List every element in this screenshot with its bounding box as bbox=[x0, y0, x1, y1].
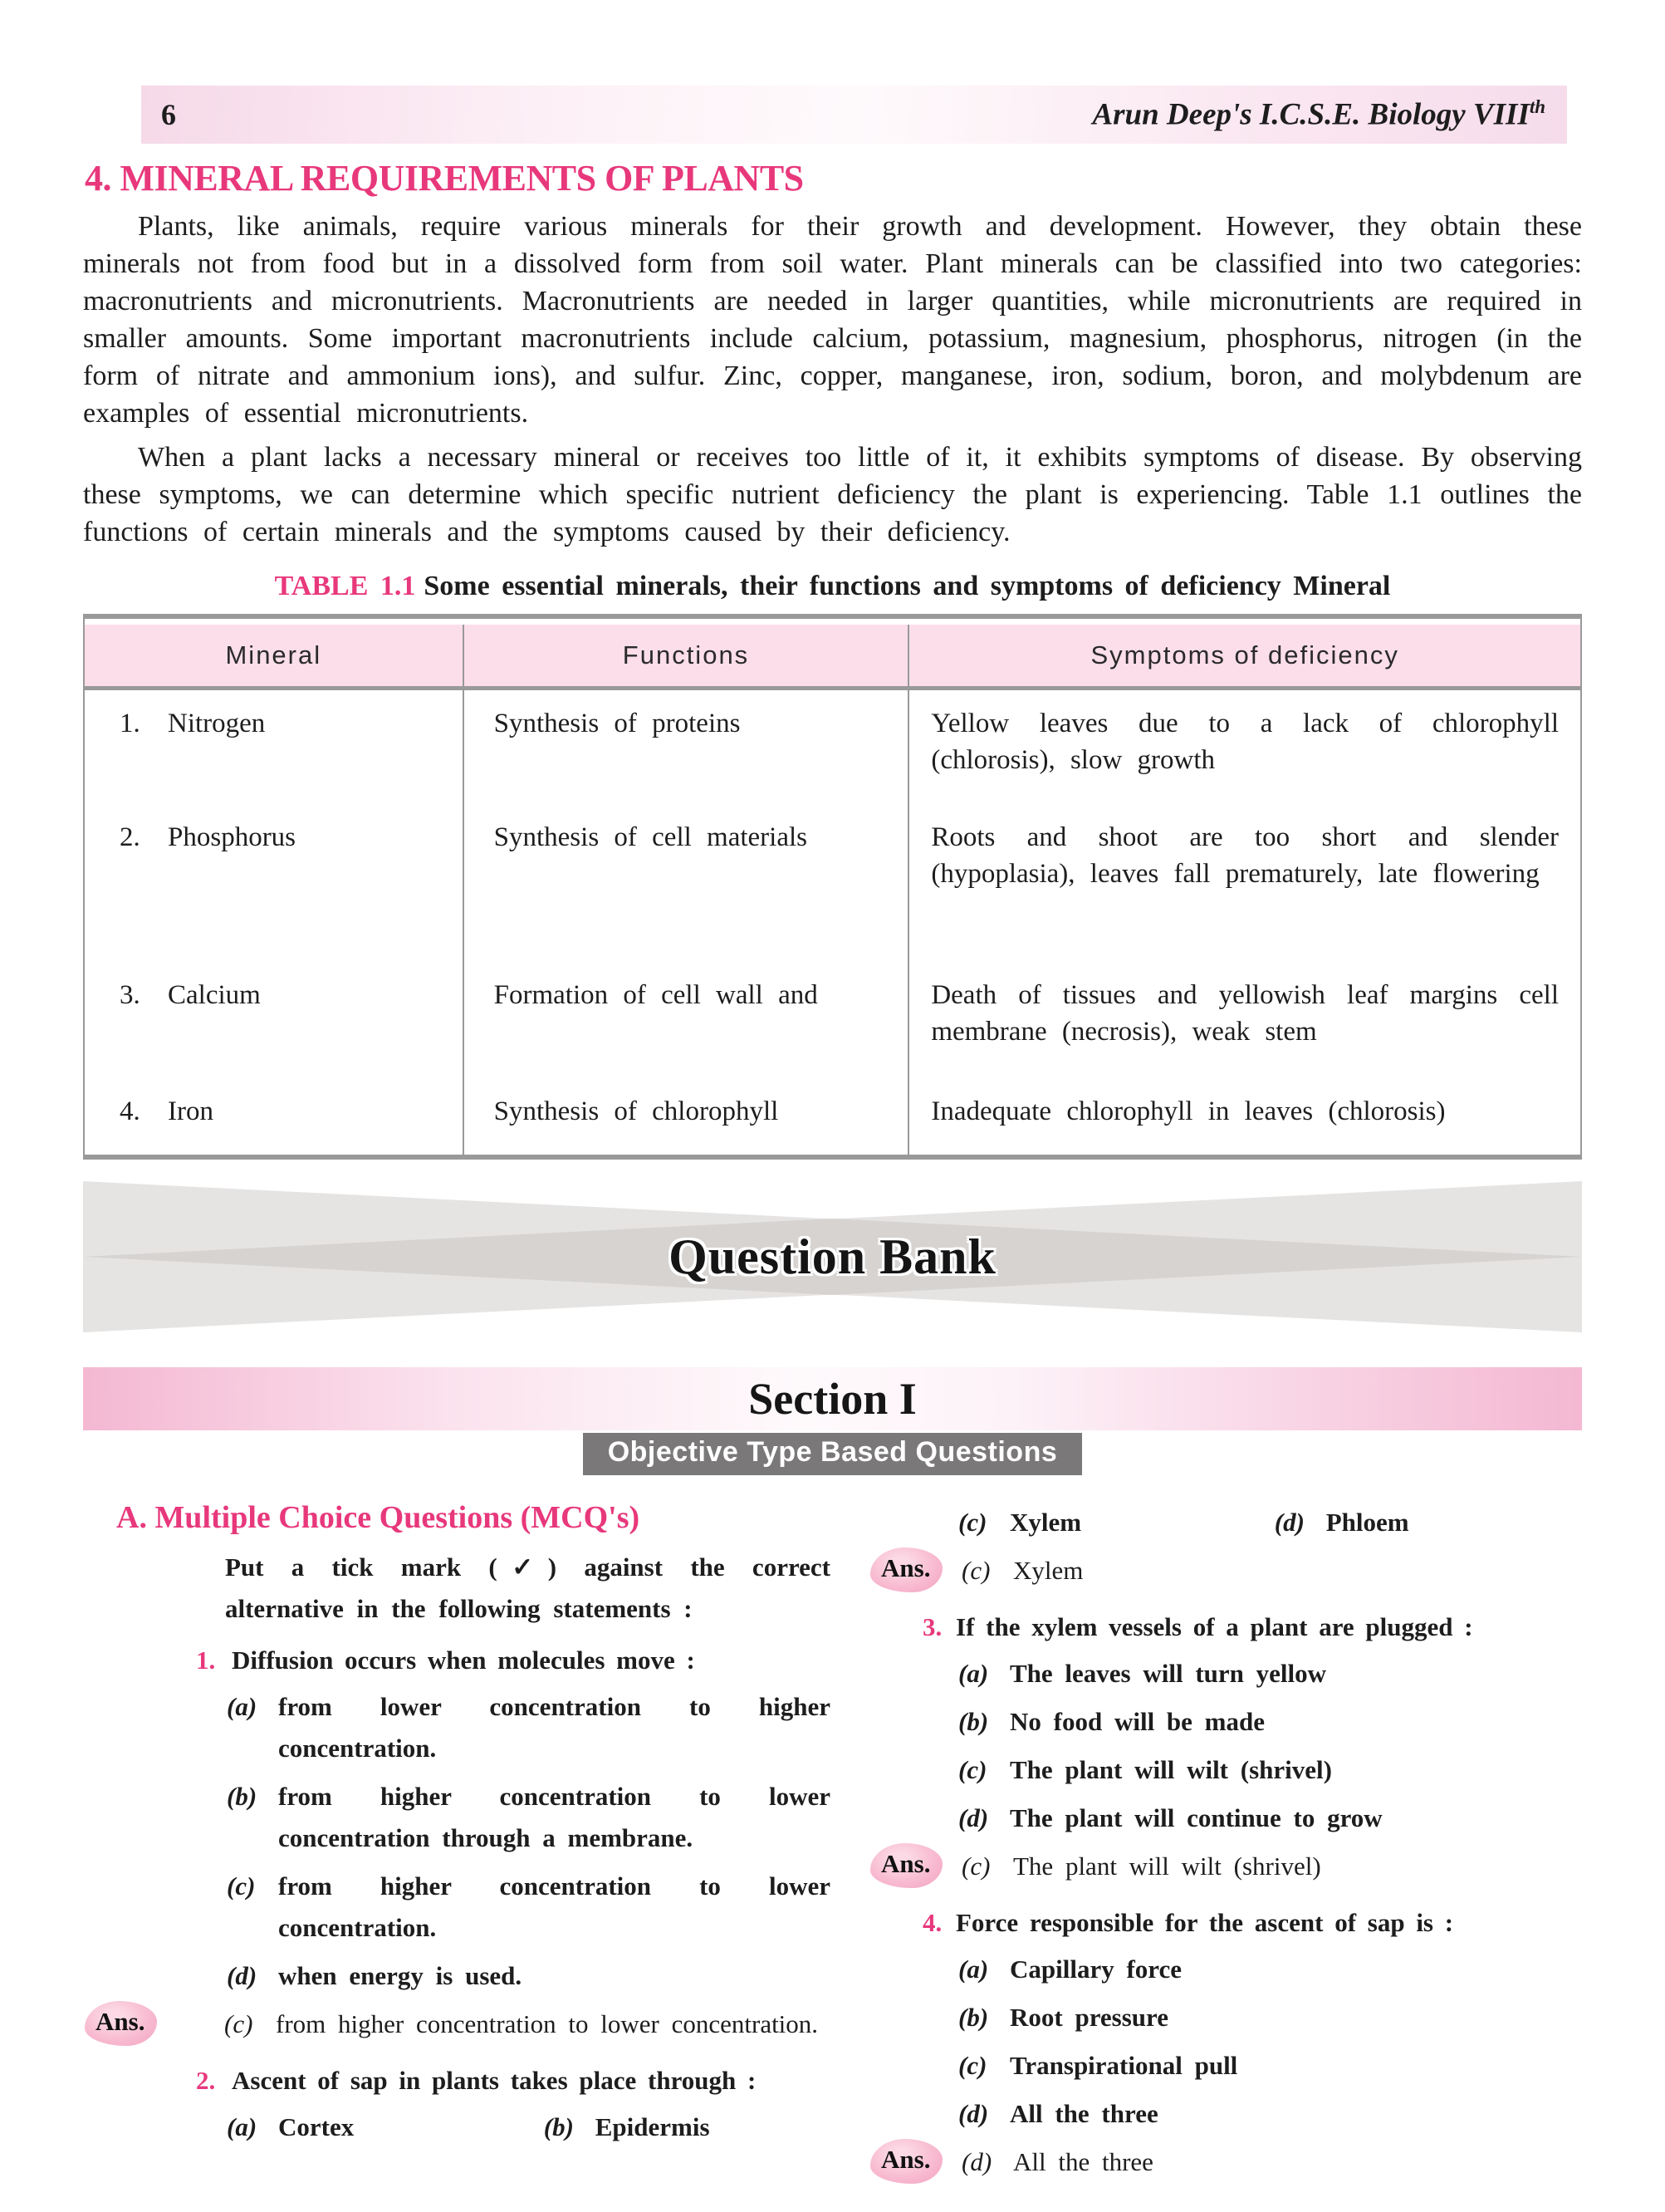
question-2-option-d bbox=[1275, 1502, 1409, 1543]
question-3-option-a bbox=[958, 1653, 1582, 1695]
answer-letter: (c) bbox=[962, 1556, 991, 1585]
question-2-option-b bbox=[544, 2107, 710, 2148]
question-3 bbox=[923, 1606, 1582, 1648]
table-row bbox=[85, 1078, 1580, 1155]
mineral-name: Calcium bbox=[168, 980, 261, 1010]
question-text: Diffusion occurs when molecules move : bbox=[232, 1646, 695, 1675]
mineral-name: Iron bbox=[168, 1096, 213, 1126]
option-letter: (b) bbox=[958, 1707, 989, 1736]
paragraph-2: When a plant lacks a necessary mineral or receives too little of it, it exhibits symptoms of disease. By observing these symptoms, we can determine which specific nutrient deficiency the plant is experiencing. Table 1.1 outlines the functions of certain minerals and the symptoms caused by their deficiency. bbox=[83, 442, 1582, 547]
option-letter: (d) bbox=[958, 2099, 989, 2128]
option-letter: (d) bbox=[227, 1961, 257, 1990]
question-text: Force responsible for the ascent of sap is : bbox=[956, 1908, 1454, 1937]
answer-letter: (c) bbox=[962, 1852, 991, 1881]
question-4-option-d bbox=[958, 2093, 1582, 2135]
question-4-option-b bbox=[958, 1997, 1582, 2038]
question-1-answer bbox=[83, 2004, 830, 2050]
question-2-option-c bbox=[958, 1502, 1263, 1543]
mineral-function: Synthesis of cell materials bbox=[463, 804, 909, 962]
answer-letter: (d) bbox=[962, 2147, 992, 2176]
question-4-option-c bbox=[958, 2045, 1582, 2087]
question-2-answer bbox=[864, 1550, 1582, 1596]
question-3-option-d bbox=[958, 1798, 1582, 1839]
chapter-heading: 4. MINERAL REQUIREMENTS OF PLANTS bbox=[85, 158, 804, 199]
answer-text: All the three bbox=[1013, 2147, 1153, 2176]
question-3-option-c bbox=[958, 1749, 1582, 1791]
question-2 bbox=[196, 2060, 830, 2102]
question-number: 1. bbox=[196, 1646, 216, 1675]
table-row bbox=[85, 962, 1580, 1078]
mineral-function: Formation of cell wall and bbox=[463, 962, 909, 1078]
mineral-function: Synthesis of chlorophyll bbox=[463, 1078, 909, 1155]
mcq-right-column bbox=[864, 1497, 1582, 2196]
mcq-instruction: Put a tick mark (✓) against the correct alternative in the following statements : bbox=[225, 1552, 830, 1623]
mineral-function: Synthesis of proteins bbox=[463, 688, 909, 804]
mcq-area bbox=[83, 1497, 1582, 2196]
mineral-name: Nitrogen bbox=[168, 708, 266, 738]
question-2-options-ab bbox=[227, 2107, 830, 2148]
mineral-symptoms: Yellow leaves due to a lack of chlorophyll (chlorosis), slow growth bbox=[908, 688, 1580, 804]
option-text: when energy is used. bbox=[278, 1961, 522, 1990]
option-letter: (b) bbox=[543, 2112, 574, 2141]
mcq-left-column bbox=[83, 1497, 830, 2196]
mineral-symptoms: Inadequate chlorophyll in leaves (chlorosis) bbox=[908, 1078, 1580, 1155]
option-text: from higher concentration to lower concentration. bbox=[278, 1871, 830, 1942]
row-number: 3. bbox=[120, 980, 140, 1010]
option-letter: (a) bbox=[227, 2112, 257, 2141]
mineral-symptoms: Roots and shoot are too short and slender (hypoplasia), leaves fall prematurely, late flowering bbox=[908, 804, 1580, 962]
option-text: Epidermis bbox=[595, 2112, 710, 2141]
textbook-page bbox=[0, 86, 1665, 2212]
option-text: from lower concentration to higher concentration. bbox=[278, 1692, 830, 1763]
option-text: Transpirational pull bbox=[1010, 2051, 1238, 2080]
option-text: Xylem bbox=[1010, 1508, 1082, 1537]
option-letter: (a) bbox=[227, 1692, 257, 1721]
paragraph-1: Plants, like animals, require various minerals for their growth and development. However, they obtain these minerals not from food but in a dissolved form from soil water. Plant minerals can be classified into two categories: macronutrients and micronutrients. Macronutrients are needed in larger quantities, while micronutrients are required in smaller amounts. Some important macronutrients include calcium, potassium, magnesium, phosphorus, nitrogen (in the form of nitrate and ammonium ions), and sulfur. Zinc, copper, manganese, iron, sodium, boron, and molybdenum are examples of essential micronutrients. bbox=[83, 211, 1582, 429]
table-caption-label: TABLE 1.1 bbox=[274, 571, 416, 601]
table-row bbox=[85, 688, 1580, 804]
table-caption bbox=[83, 571, 1582, 602]
option-letter: (b) bbox=[958, 2003, 989, 2032]
question-bank-title: Question Bank bbox=[668, 1229, 997, 1284]
mineral-symptoms: Death of tissues and yellowish leaf margins cell membrane (necrosis), weak stem bbox=[908, 962, 1580, 1078]
option-text: The plant will continue to grow bbox=[1010, 1803, 1383, 1832]
table-caption-text: Some essential minerals, their functions and symptoms of deficiency Mineral bbox=[424, 571, 1391, 601]
table-header-row bbox=[85, 625, 1580, 688]
question-bank-banner bbox=[83, 1181, 1582, 1332]
question-4-option-a bbox=[958, 1949, 1582, 1990]
page-header bbox=[141, 86, 1567, 144]
column-header-mineral: Mineral bbox=[85, 625, 463, 688]
option-letter: (c) bbox=[958, 1755, 987, 1784]
question-text: Ascent of sap in plants takes place through : bbox=[232, 2066, 757, 2095]
answer-text: Xylem bbox=[1013, 1556, 1084, 1585]
question-1-option-a bbox=[227, 1686, 830, 1769]
book-title bbox=[1092, 96, 1545, 132]
option-text: No food will be made bbox=[1010, 1707, 1265, 1736]
option-text: Capillary force bbox=[1010, 1955, 1183, 1984]
option-letter: (a) bbox=[958, 1659, 989, 1688]
column-header-functions: Functions bbox=[463, 625, 909, 688]
option-text: Root pressure bbox=[1010, 2003, 1168, 2032]
question-4-answer bbox=[864, 2141, 1582, 2188]
question-2-options-cd bbox=[958, 1502, 1582, 1543]
question-4 bbox=[923, 1902, 1582, 1944]
book-title-text: Arun Deep's I.C.S.E. Biology VIII bbox=[1092, 97, 1530, 132]
option-letter: (c) bbox=[958, 2051, 987, 2080]
question-1-option-c bbox=[227, 1866, 830, 1949]
option-letter: (d) bbox=[958, 1803, 989, 1832]
question-1-option-b bbox=[227, 1776, 830, 1859]
section-banner: Section I bbox=[83, 1367, 1582, 1430]
row-number: 2. bbox=[120, 822, 140, 852]
option-letter: (c) bbox=[227, 1871, 256, 1901]
answer-text: from higher concentration to lower concentration. bbox=[276, 2009, 819, 2038]
column-header-symptoms: Symptoms of deficiency bbox=[908, 625, 1580, 688]
option-text: Cortex bbox=[278, 2112, 355, 2141]
table-row bbox=[85, 804, 1580, 962]
question-3-answer bbox=[864, 1846, 1582, 1892]
option-letter: (d) bbox=[1274, 1508, 1305, 1537]
question-3-option-b bbox=[958, 1701, 1582, 1743]
option-text: from higher concentration to lower concentration through a membrane. bbox=[278, 1782, 830, 1852]
answer-badge: Ans. bbox=[870, 1547, 943, 1592]
option-text: Phloem bbox=[1325, 1508, 1409, 1537]
page-number: 6 bbox=[161, 98, 176, 131]
option-text: All the three bbox=[1010, 2099, 1158, 2128]
book-title-superscript: th bbox=[1529, 96, 1545, 118]
option-letter: (c) bbox=[958, 1508, 987, 1537]
answer-letter: (c) bbox=[224, 2009, 253, 2038]
answer-badge: Ans. bbox=[85, 2001, 157, 2046]
question-number: 2. bbox=[196, 2066, 216, 2095]
mineral-name: Phosphorus bbox=[168, 822, 296, 852]
answer-badge: Ans. bbox=[870, 2139, 943, 2184]
question-1 bbox=[196, 1640, 830, 1681]
answer-text: The plant will wilt (shrivel) bbox=[1013, 1852, 1321, 1881]
question-1-option-d bbox=[227, 1955, 830, 1997]
option-letter: (a) bbox=[958, 1955, 989, 1984]
question-text: If the xylem vessels of a plant are plugged : bbox=[956, 1612, 1473, 1641]
option-letter: (b) bbox=[227, 1782, 257, 1811]
option-text: The leaves will turn yellow bbox=[1010, 1659, 1327, 1688]
option-text: The plant will wilt (shrivel) bbox=[1010, 1755, 1332, 1784]
question-number: 4. bbox=[923, 1908, 943, 1937]
answer-badge: Ans. bbox=[870, 1843, 943, 1888]
minerals-table bbox=[83, 614, 1582, 1160]
question-number: 3. bbox=[923, 1612, 943, 1641]
row-number: 1. bbox=[120, 708, 140, 738]
mcq-heading: A. Multiple Choice Questions (MCQ's) bbox=[116, 1500, 640, 1535]
row-number: 4. bbox=[120, 1096, 140, 1126]
objective-subtitle: Objective Type Based Questions bbox=[583, 1433, 1083, 1475]
question-2-option-a bbox=[227, 2107, 532, 2148]
